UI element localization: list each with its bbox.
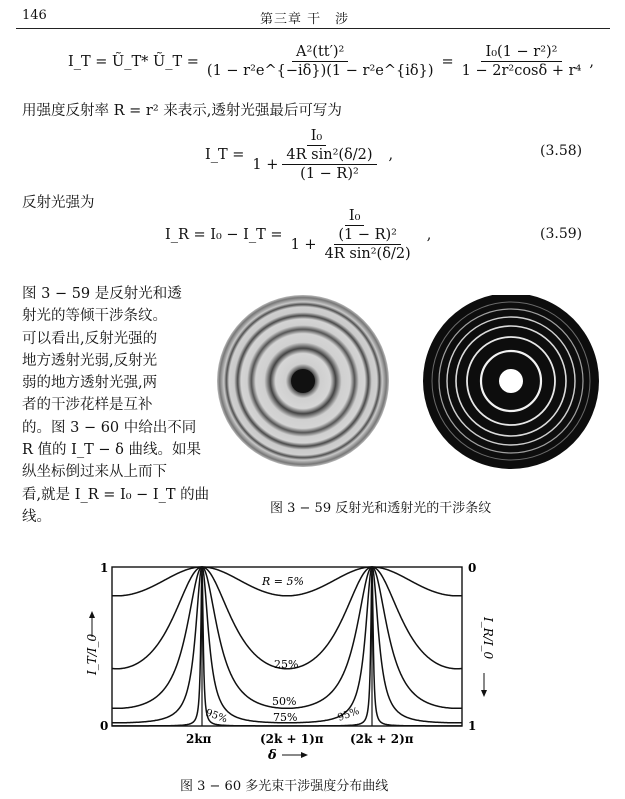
equation-3-59	[165, 208, 431, 262]
left-axis-arrowhead	[89, 611, 95, 618]
figure-3-59	[215, 295, 615, 485]
equation-it-tail: ,	[589, 53, 594, 70]
left-axis-label: I_T/I_0	[85, 633, 99, 675]
equation-3-59-inner-fraction	[321, 227, 415, 262]
paragraph-intro: 用强度反射率 R = r² 来表示,透射光强最后可写为	[22, 103, 342, 119]
equation-it-frac1-num: A²(tt′)²	[292, 44, 348, 62]
equation-3-59-tail: ,	[426, 227, 432, 243]
right-tick-0: 0	[468, 561, 477, 575]
x-tick-2k1pi: (2k + 1)π	[260, 732, 324, 746]
curve-label-5: R = 5%	[262, 575, 304, 588]
body-text-column	[22, 283, 212, 528]
reflected-center-spot	[291, 369, 315, 393]
equation-3-59-inner-num: (1 − R)²	[334, 227, 401, 245]
right-tick-1: 1	[468, 719, 477, 733]
equation-3-58-tail: ,	[388, 147, 394, 163]
equation-3-59-den	[287, 226, 423, 262]
chapter-title: 第三章 干 涉	[260, 12, 350, 27]
equation-3-58-num: I₀	[307, 128, 327, 146]
left-tick-1: 1	[100, 561, 109, 575]
x-axis-label: δ	[268, 748, 277, 763]
equation-it-frac1-den: (1 − r²e^{−iδ})(1 − r²e^{iδ})	[206, 63, 434, 79]
equation-3-59-den-prefix: 1 +	[290, 236, 317, 253]
equation-it-frac2-num: I₀(1 − r²)²	[481, 44, 561, 62]
body-line: 纵坐标倒过来从上而下	[22, 464, 167, 481]
paragraph-reflected: 反射光强为	[22, 195, 95, 211]
equation-it	[68, 44, 594, 79]
equation-3-58-lhs: I_T =	[205, 147, 245, 163]
equation-it-fraction-2	[458, 44, 586, 79]
body-line: 线。	[22, 508, 51, 525]
body-line: 的。图 3 − 60 中给出不同	[22, 419, 197, 436]
equation-3-58-den-prefix: 1 +	[252, 156, 279, 173]
equation-3-58-inner-num: 4R sin²(δ/2)	[282, 147, 376, 165]
body-line: R 值的 I_T − δ 曲线。如果	[22, 442, 201, 459]
right-axis-arrowhead	[481, 690, 487, 697]
x-tick-2kpi: 2kπ	[186, 732, 212, 746]
transmitted-fringes	[423, 295, 599, 469]
curve-label-50: 50%	[272, 695, 297, 708]
equation-it-equals: =	[441, 53, 454, 70]
equation-3-59-fraction	[287, 208, 423, 262]
figure-3-60-chart	[0, 555, 625, 765]
figure-3-60-caption: 图 3 − 60 多光束干涉强度分布曲线	[180, 779, 389, 794]
equation-3-59-num: I₀	[345, 208, 365, 226]
equation-3-58-number: (3.58)	[540, 143, 583, 159]
curve-label-95-left: 95%	[203, 707, 229, 726]
body-line: 射光的等倾干涉条纹。	[22, 308, 167, 325]
curve-label-75: 75%	[273, 711, 298, 724]
equation-3-58	[205, 128, 393, 182]
curve-label-25: 25%	[274, 658, 299, 671]
body-line: 看,就是 I_R = I₀ − I_T 的曲	[22, 486, 210, 503]
equation-3-58-inner-den: (1 − R)²	[300, 166, 359, 182]
equation-it-lhs: I_T = Ũ_T* Ũ_T =	[68, 53, 199, 70]
equation-3-58-den	[248, 146, 384, 182]
left-tick-0: 0	[100, 719, 109, 733]
equation-3-58-fraction	[248, 128, 384, 182]
x-tick-2k2pi: (2k + 2)π	[350, 732, 414, 746]
equation-it-fraction-1	[203, 44, 438, 79]
body-line: 可以看出,反射光强的	[22, 330, 158, 347]
body-line: 弱的地方透射光强,两	[22, 375, 158, 392]
equation-it-frac2-den: 1 − 2r²cosδ + r⁴	[461, 63, 582, 79]
equation-3-59-inner-den: 4R sin²(δ/2)	[324, 246, 411, 262]
equation-3-59-number: (3.59)	[540, 226, 583, 242]
x-axis-arrowhead	[301, 752, 308, 758]
body-line: 者的干涉花样是互补	[22, 397, 153, 414]
body-line: 地方透射光弱,反射光	[22, 352, 158, 369]
body-line: 图 3 − 59 是反射光和透	[22, 286, 182, 302]
equation-3-58-inner-fraction	[282, 147, 376, 182]
right-axis-label: I_R/I_0	[481, 617, 495, 660]
header-rule	[16, 28, 610, 29]
curve-label-95-right: 95%	[336, 705, 361, 724]
equation-3-59-lhs: I_R = I₀ − I_T =	[165, 227, 283, 243]
curve-r-50	[112, 567, 462, 708]
page-number: 146	[22, 8, 47, 23]
figure-3-59-caption: 图 3 − 59 反射光和透射光的干涉条纹	[270, 501, 492, 516]
